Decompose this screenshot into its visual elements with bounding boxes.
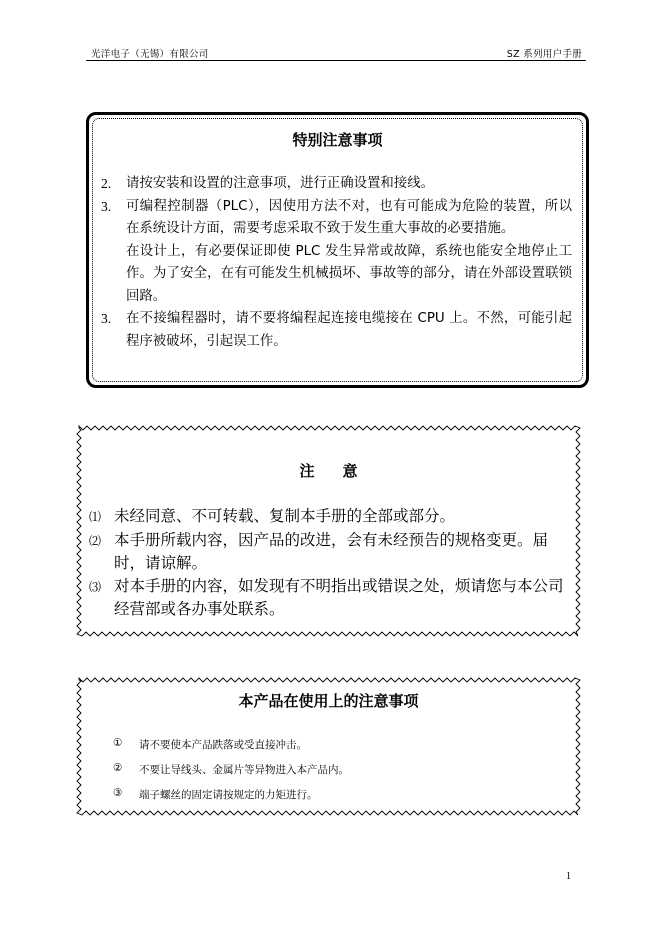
product-note-text: 请不要使本产品跌落或受直接冲击。 xyxy=(139,739,307,751)
special-notes-box xyxy=(86,112,589,388)
notice-list xyxy=(89,505,567,621)
notice-number: ⑵ xyxy=(89,534,102,548)
special-note-item xyxy=(101,173,572,196)
product-notes-box xyxy=(76,677,581,816)
product-notes-title: 本产品在使用上的注意事项 xyxy=(238,692,419,710)
header-rule xyxy=(86,60,586,61)
header-company: 光洋电子（无锡）有限公司 xyxy=(91,49,209,60)
product-note-text: 不要让导线头、金属片等异物进入本产品内。 xyxy=(139,764,349,776)
special-note-extra: 在设计上，有必要保证即使 PLC 发生异常或故障，系统也能安全地停止工作。为了安全，在有可能发生机械损坏、事故等的部分，请在外部设置联锁回路。 xyxy=(126,243,572,304)
special-note-number: 3. xyxy=(101,198,112,214)
special-note-item xyxy=(101,308,572,353)
special-note-text: 请按安装和设置的注意事项，进行正确设置和接线。 xyxy=(126,176,434,191)
product-note-number: ③ xyxy=(113,787,123,799)
notice-number: ⑶ xyxy=(89,580,102,594)
product-note-item xyxy=(113,737,349,762)
notice-item xyxy=(89,529,567,575)
notice-title: 注意 xyxy=(299,462,386,480)
notice-box xyxy=(76,425,581,637)
notice-text: 对本手册的内容，如发现有不明指出或错误之处，烦请您与本公司经营部或各办事处联系。 xyxy=(114,577,564,618)
product-note-text: 端子螺丝的固定请按规定的力矩进行。 xyxy=(139,789,318,801)
special-note-text: 可编程控制器（PLC），因使用方法不对，也有可能成为危险的装置，所以在系统设计方面，需要考虑采取不致于发生重大事故的必要措施。 xyxy=(126,198,572,236)
product-note-item xyxy=(113,787,349,812)
product-note-number: ② xyxy=(113,762,123,774)
special-note-number: 3. xyxy=(101,311,112,326)
notice-number: ⑴ xyxy=(89,510,102,524)
special-note-number: 2. xyxy=(101,176,112,191)
notice-text: 未经同意、不可转载、复制本手册的全部或部分。 xyxy=(114,507,456,525)
notice-text: 本手册所载内容，因产品的改进，会有未经预告的规格变更。届时，请谅解。 xyxy=(114,531,549,572)
special-notes-list xyxy=(101,173,572,353)
notice-item xyxy=(89,505,567,529)
notice-item xyxy=(89,575,567,621)
special-note-item xyxy=(101,196,572,241)
page-number: 1 xyxy=(566,871,571,882)
product-note-item xyxy=(113,762,349,787)
special-note-text: 在不接编程器时，请不要将编程起连接电缆接在 CPU 上。不然，可能引起程序被破坏，引起误工作。 xyxy=(126,311,572,349)
special-notes-title: 特别注意事项 xyxy=(292,131,383,149)
header-manual-title: SZ 系列用户手册 xyxy=(506,49,582,60)
product-notes-list xyxy=(113,737,349,812)
product-note-number: ① xyxy=(113,737,123,749)
